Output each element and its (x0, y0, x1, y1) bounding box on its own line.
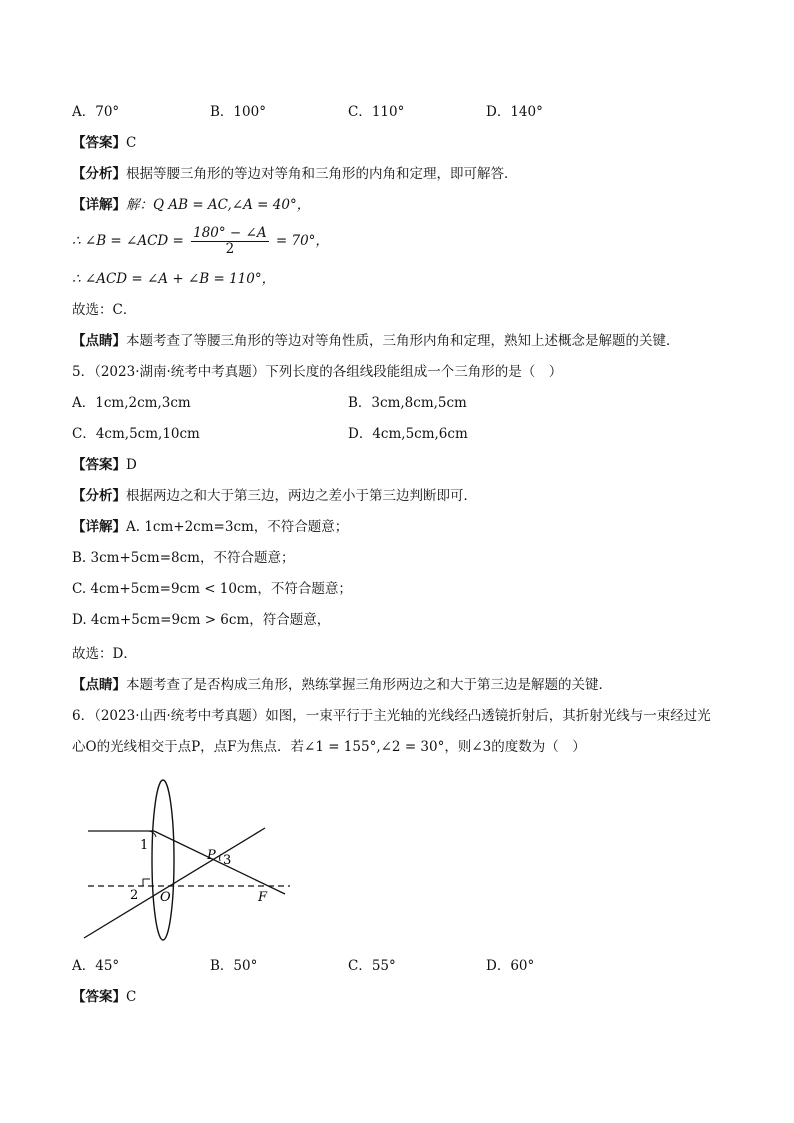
q5-detail-line-3: C. 4cm+5cm=9cm < 10cm，不符合题意； (72, 581, 352, 597)
convex-lens-diagram (80, 775, 300, 945)
q5-analysis (72, 487, 477, 505)
q5-stem: 5．（2023·湖南·统考中考真题）下列长度的各组线段能组成一个三角形的是（ ） (72, 364, 563, 380)
q5-detail-line-1 (72, 518, 348, 536)
q5-option-b: B．3cm,8cm,5cm (348, 395, 467, 411)
comment-text: 本题考查了是否构成三角形，熟练掌握三角形两边之和大于第三边是解题的关键． (126, 677, 612, 693)
q6-stem-line-1: 6．（2023·山西·统考中考真题）如图，一束平行于主光轴的光线经凸透镜折射后，其折射光线与一束经过光 (72, 708, 711, 724)
q5-answer (72, 456, 137, 474)
fraction (191, 226, 268, 257)
q4-detail-line-1 (72, 196, 310, 214)
comment-text: 本题考查了等腰三角形的等边对等角性质，三角形内角和定理，熟知上述概念是解题的关键． (126, 333, 680, 349)
q6-option-a: A．45° (72, 958, 120, 974)
analysis-tag: 【分析】 (72, 488, 126, 504)
fraction-numerator: 180° − ∠A (193, 225, 267, 241)
answer-tag: 【答案】 (72, 457, 126, 473)
q4-option-b: B．100° (210, 104, 266, 120)
angle-2-label: 2 (130, 888, 139, 903)
q6-option-d: D．60° (486, 958, 535, 974)
q5-comment (72, 676, 612, 694)
answer-value: C (126, 989, 137, 1005)
detail-text: 解：Q AB = AC,∠A = 40°， (126, 197, 311, 213)
q5-option-a: A．1cm,2cm,3cm (72, 395, 191, 411)
angle-1-label: 1 (140, 838, 149, 853)
q4-analysis (72, 165, 518, 183)
q5-option-d: D．4cm,5cm,6cm (348, 426, 468, 442)
q4-choose: 故选：C． (72, 302, 137, 318)
q6-answer (72, 988, 136, 1006)
q6-option-c: C．55° (348, 958, 396, 974)
analysis-text: 根据等腰三角形的等边对等角和三角形的内角和定理，即可解答． (126, 166, 518, 182)
q5-detail-line-4: D. 4cm+5cm=9cm > 6cm，符合题意， (72, 612, 331, 628)
q4-detail-line-3 (72, 270, 275, 288)
point-o-label: O (160, 890, 171, 905)
q5-choose: 故选：D． (72, 646, 137, 662)
point-f-label: F (258, 890, 268, 905)
angle-3-label: 3 (223, 853, 232, 868)
q4-detail-line-2 (72, 224, 329, 258)
answer-tag: 【答案】 (72, 989, 126, 1005)
angle-2-mark (143, 879, 150, 886)
comment-tag: 【点睛】 (72, 677, 126, 693)
q4-comment (72, 332, 680, 350)
q4-option-c: C．110° (348, 104, 405, 120)
fraction-denominator: 2 (225, 241, 235, 257)
detail-tag: 【详解】 (72, 197, 126, 213)
comment-tag: 【点睛】 (72, 333, 126, 349)
point-p-label: P (207, 848, 216, 863)
q5-option-c: C．4cm,5cm,10cm (72, 426, 200, 442)
answer-tag: 【答案】 (72, 135, 126, 151)
detail-text: ∴ ∠ACD = ∠A + ∠B = 110°， (72, 271, 276, 287)
q4-answer (72, 134, 136, 152)
answer-value: D (126, 457, 137, 473)
q4-option-a: A．70° (72, 104, 120, 120)
q6-stem-line-2: 心O的光线相交于点P，点F为焦点．若∠1 = 155°,∠2 = 30°，则∠3的度数为（ ） (72, 739, 586, 755)
analysis-tag: 【分析】 (72, 166, 126, 182)
q5-detail-line-2: B. 3cm+5cm=8cm，不符合题意； (72, 550, 295, 566)
detail-prefix: ∴ ∠B = ∠ACD = (72, 233, 184, 249)
q6-option-b: B．50° (210, 958, 258, 974)
q4-option-d: D．140° (486, 104, 543, 120)
detail-tag: 【详解】 (72, 519, 126, 535)
analysis-text: 根据两边之和大于第三边，两边之差小于第三边判断即可． (126, 488, 477, 504)
answer-value: C (126, 135, 137, 151)
lens-ellipse (152, 780, 174, 940)
detail-text: A. 1cm+2cm=3cm，不符合题意； (126, 519, 349, 535)
detail-suffix: = 70°， (275, 233, 329, 249)
